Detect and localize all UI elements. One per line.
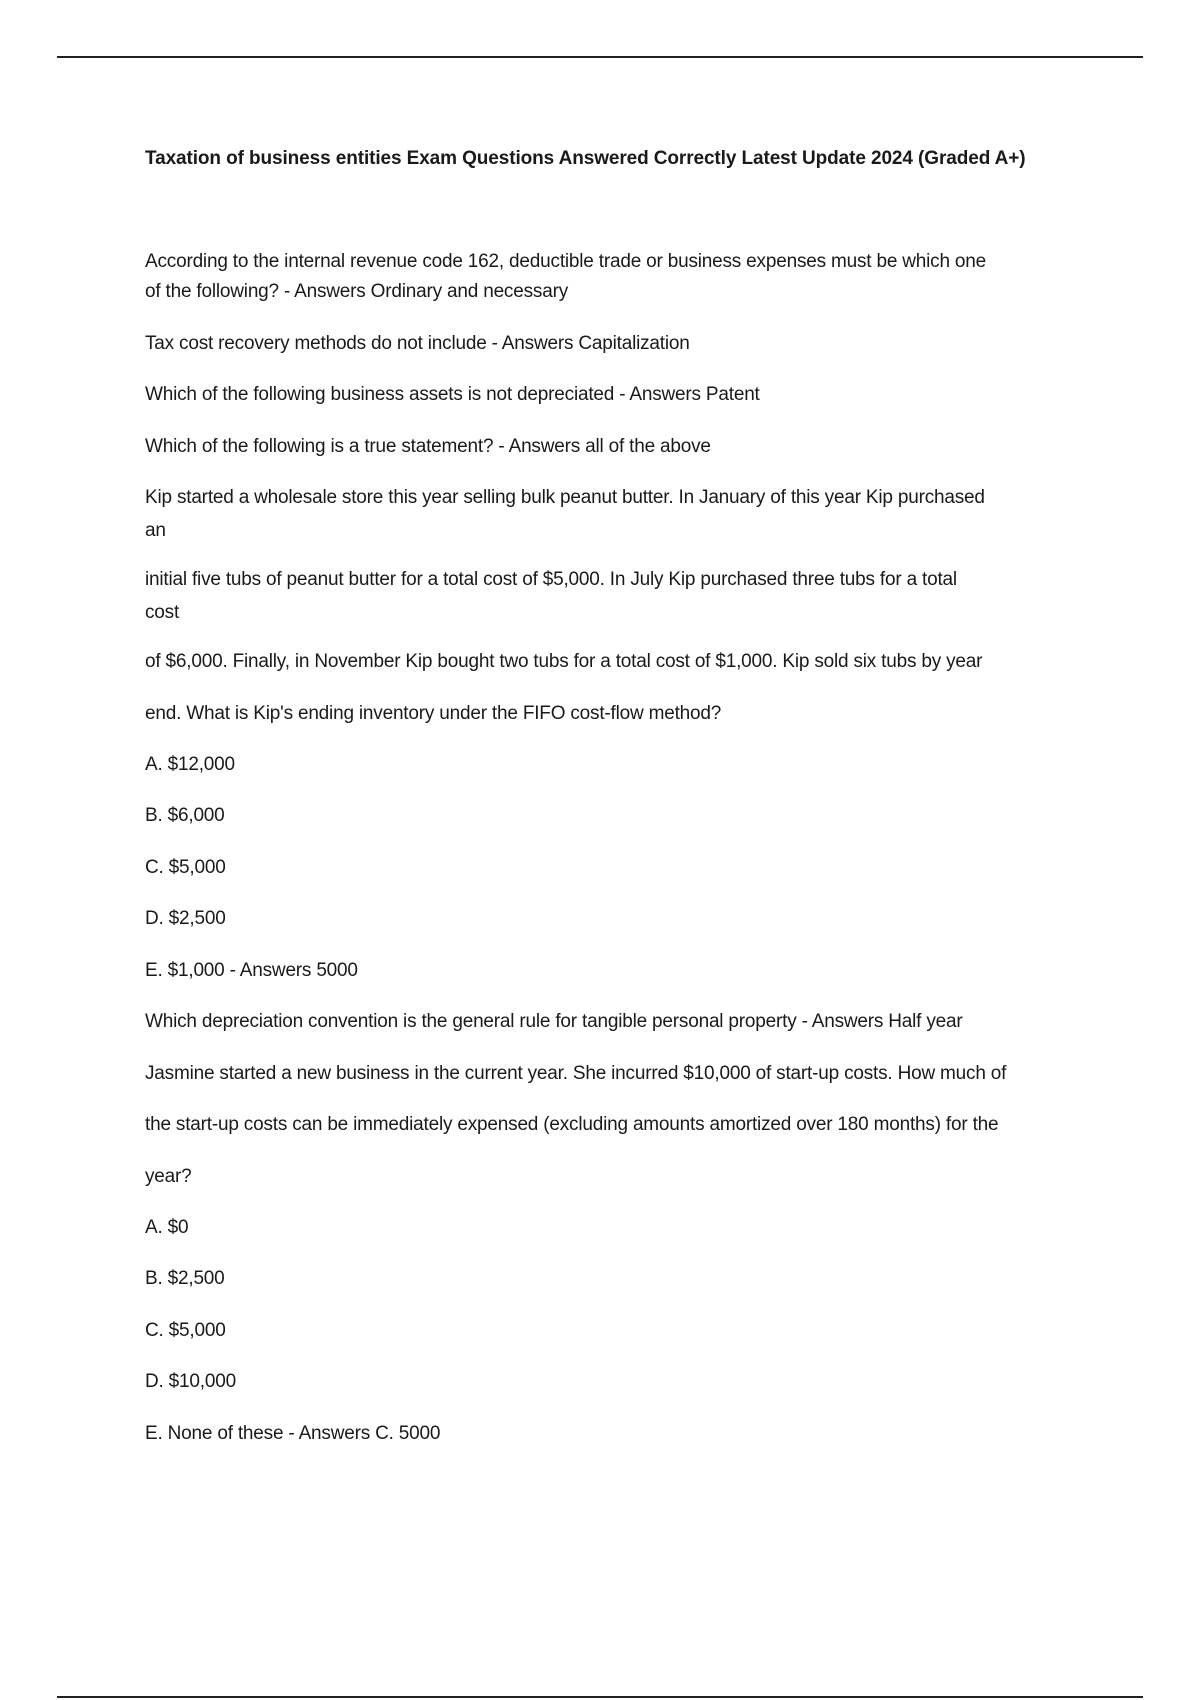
text-line: According to the internal revenue code 162, deductible trade or business expenses must be which one <box>145 251 987 272</box>
answer-option: E. None of these - Answers C. 5000 <box>145 1423 441 1444</box>
text-line: Which of the following is a true statement? - Answers all of the above <box>145 436 711 457</box>
answer-option: C. $5,000 <box>145 1320 226 1341</box>
header-rule <box>57 56 1143 58</box>
answer-option: D. $10,000 <box>145 1371 236 1392</box>
text-line: Jasmine started a new business in the current year. She incurred $10,000 of start-up costs. How much of <box>145 1063 1007 1084</box>
answer-option: C. $5,000 <box>145 857 226 878</box>
text-line: end. What is Kip's ending inventory under the FIFO cost-flow method? <box>145 703 722 724</box>
text-line: of $6,000. Finally, in November Kip bought two tubs for a total cost of $1,000. Kip sold six tubs by year <box>145 651 983 672</box>
answer-option: B. $6,000 <box>145 805 225 826</box>
answer-option: A. $12,000 <box>145 754 235 775</box>
answer-option: E. $1,000 - Answers 5000 <box>145 960 358 981</box>
text-line: year? <box>145 1166 192 1187</box>
text-line: Kip started a wholesale store this year selling bulk peanut butter. In January of this year Kip purchased <box>145 487 985 508</box>
text-line: Tax cost recovery methods do not include - Answers Capitalization <box>145 333 690 354</box>
text-line: of the following? - Answers Ordinary and necessary <box>145 281 568 302</box>
text-line: initial five tubs of peanut butter for a total cost of $5,000. In July Kip purchased three tubs for a total <box>145 569 957 590</box>
text-line: cost <box>145 602 180 623</box>
text-line: an <box>145 520 166 541</box>
footer-rule <box>57 1696 1143 1698</box>
answer-option: B. $2,500 <box>145 1268 225 1289</box>
answer-option: A. $0 <box>145 1217 189 1238</box>
answer-option: D. $2,500 <box>145 908 226 929</box>
text-line: Which of the following business assets is not depreciated - Answers Patent <box>145 384 760 405</box>
document-title: Taxation of business entities Exam Questions Answered Correctly Latest Update 2024 (Graded A+) <box>145 148 1026 169</box>
text-line: Which depreciation convention is the general rule for tangible personal property - Answers Half year <box>145 1011 963 1032</box>
text-line: the start-up costs can be immediately expensed (excluding amounts amortized over 180 months) for the <box>145 1114 999 1135</box>
